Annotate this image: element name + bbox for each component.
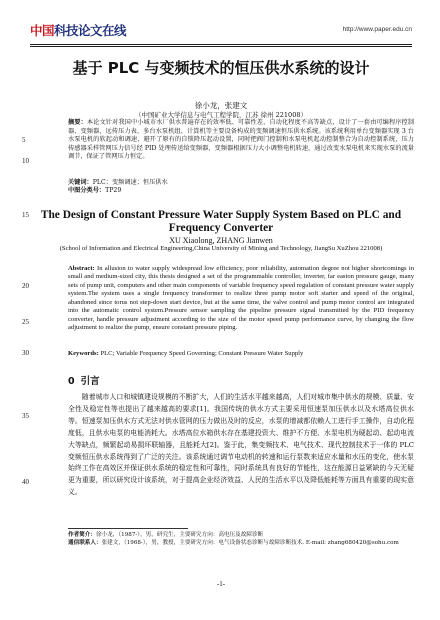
clc-text: TP29 bbox=[105, 187, 122, 194]
site-url[interactable]: http://www.paper.edu.cn bbox=[342, 26, 412, 33]
site-header bbox=[30, 22, 412, 44]
abstract-cn-label: 摘要： bbox=[68, 119, 87, 126]
footnote-contact-label: 通信联系人： bbox=[68, 540, 102, 547]
header-rule bbox=[30, 44, 412, 45]
footnote-rule bbox=[68, 528, 188, 529]
line-number: 35 bbox=[22, 412, 29, 420]
line-number: 5 bbox=[22, 136, 26, 144]
logo-part-2: 科技论文在线 bbox=[54, 23, 127, 38]
line-number: 20 bbox=[22, 282, 29, 290]
line-number: 15 bbox=[22, 211, 29, 219]
section-number: 0 bbox=[68, 376, 75, 387]
keywords-cn bbox=[68, 179, 414, 187]
affiliation-en: (School of Information and Electrical Engineering,China University of Mining and Technology, JiangSu XuZhou 221008) bbox=[59, 245, 383, 252]
intro-paragraph: 随着城市人口和城镇建设规模的不断扩大，人们的生活水平越来越高，人们对城市集中供水的规模、质量、安全性及稳定性等也提出了越来越高的要求[1]。我国传统的供水方式主要采用恒速泵加压供水以及水塔高位供水等。恒速泵加压供水方式无法对供水管网的压力做出及时的反应，水泵的增减都依赖人工进行手工操作，自动化程度低，且供水电泵的电能消耗大。水塔高位水箱供水存在基建投资大、维护不方便、水泵电机为硬起动、起动电流大等缺点，频繁起动易损坏联轴器，且能耗大[2]。鉴于此，集变频技术、电气技术、现代控制技术于一体的 PLC 变频恒压供水系统得到了广泛的关注。该系统通过调节电动机的转速和运行泵数来适应水量和水压的变化，使水泵始终工作在高效区并保证供水系统的稳定性和可靠性，同时系统具有良好的节能性，这在能源日益紧缺的今天无疑更为重要，所以研究设计该系统，对于提高企业经济效益、人民的生活水平以及降低能耗等方面具有重要的现实意义。 bbox=[68, 393, 414, 497]
paper-title-en: The Design of Constant Pressure Water Supply System Based on PLC and Frequency Converter bbox=[40, 209, 402, 234]
abstract-cn bbox=[68, 119, 414, 162]
keywords-en-text: PLC; Variable Frequency Speed Governing; Constant Pressure Water Supply bbox=[100, 350, 304, 357]
line-number: 30 bbox=[22, 349, 29, 357]
paper-title-cn: 基于 PLC 与变频技术的恒压供水系统的设计 bbox=[72, 59, 370, 77]
abstract-en-text: In allusion to water supply widespread low efficiency, poor reliability, automation degree not higher shortcomings in small and medium-sized city, this thesis designed a set of the programmable controller, inverter, far easton pressure gauge, many sets of pump unit, computers and other main components of variable frequency speed regulation of constant pressure water supply system.The system uses a single frequency transformer to realize three pump motor soft starter and speed of the original, abandoned since torus not step-down start device, but at the same time, the valve control and pump motor control are integrated into the automatic control system.Pressure sensor sampling the pipeline pressure signal transmitted by the PID frequency converter, handle pressure adjustment according to the size of the motor speed pump performance curve, by changing the flow adjustment to realize the pump, ensure constant pressure piping. bbox=[68, 265, 415, 332]
footnote-author bbox=[68, 531, 414, 539]
keywords-cn-label: 关键词： bbox=[68, 179, 93, 186]
intro-body bbox=[68, 392, 414, 499]
footnote-author-text: 徐小龙，（1987-），男，研究生，主要研究方向：高电压及故障诊断 bbox=[95, 532, 264, 538]
section-heading bbox=[68, 373, 106, 387]
line-number: 10 bbox=[22, 157, 29, 165]
footnotes bbox=[68, 531, 414, 548]
clc-number bbox=[68, 187, 414, 195]
line-number: 25 bbox=[22, 318, 29, 326]
clc-label: 中图分类号： bbox=[68, 187, 106, 194]
logo-part-1: 中国 bbox=[30, 23, 55, 38]
authors-en: XU Xiaolong, ZHANG Jianwen bbox=[169, 236, 273, 245]
keywords-en bbox=[68, 350, 414, 358]
line-number: 40 bbox=[22, 478, 29, 486]
keywords-en-label: Keywords: bbox=[68, 350, 99, 357]
abstract-en-label: Abstract: bbox=[68, 265, 95, 272]
footnote-contact-text: 张建文，（1968-），男，教授，主要研究方向：电气设备状态诊断与故障诊断技术. E-mail: zhang680420@sohu.com bbox=[101, 540, 399, 547]
footnote-contact bbox=[68, 539, 414, 547]
section-title: 引言 bbox=[80, 376, 100, 387]
affiliation-cn: （中国矿业大学信息与电气工程学院，江苏 徐州 221008） bbox=[135, 111, 307, 119]
site-logo bbox=[30, 22, 126, 40]
authors-cn: 徐小龙，张建文 bbox=[194, 101, 248, 110]
page-number: -1- bbox=[216, 580, 226, 588]
header-rule-thin bbox=[30, 46, 412, 47]
keywords-cn-text: PLC；变频调速；恒压供水 bbox=[92, 179, 168, 186]
footnote-author-label: 作者简介： bbox=[68, 532, 96, 538]
abstract-cn-text: 本论文针对我国中小城市水厂供水普遍存在的效率低、可靠性差、自动化程度不高等缺点，设计了一套由可编程序控制器、变频器、远传压力表、多台水泵机组、计算机等主要设备构成的变频调速恒压供水系统。该系统利用单台变频器实现 3 台水泵电机的软起动和调速，避开了原有的自锁降压起动设置，同时把阀门控制和水泵电机起动控制整合为自动控制系统，压力传感器采样管网压力信号经 PID 处理传送给变频器，变频器根据压力大小调整电机转速，通过改变水泵电机来实现水泵的流量调节，保证了管网压力恒定。 bbox=[68, 119, 415, 161]
abstract-en bbox=[68, 265, 414, 333]
